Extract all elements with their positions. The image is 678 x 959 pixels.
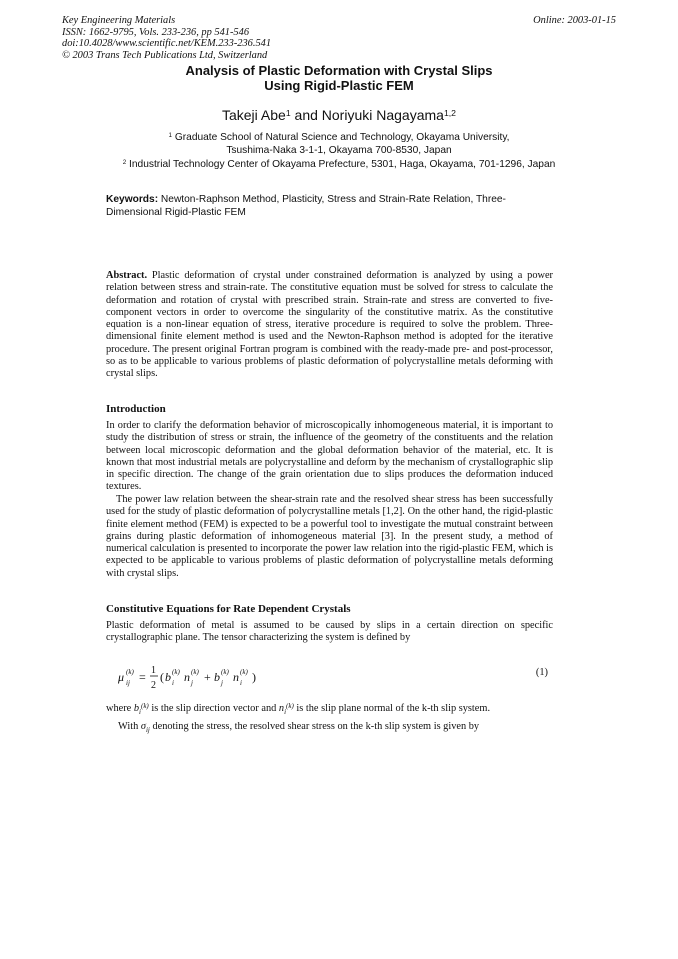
- title-line-1: Analysis of Plastic Deformation with Crystal Slips: [185, 63, 493, 78]
- affiliation-2-mark: 2: [122, 159, 127, 167]
- where-text-1: where: [106, 703, 134, 714]
- equation-1: [118, 660, 548, 694]
- svg-text:(k): (k): [240, 668, 248, 676]
- with-sentence: [118, 721, 553, 734]
- n-symbol: $n_i^{(k)}$: [278, 701, 294, 717]
- svg-text:i: i: [240, 679, 242, 687]
- where-sentence: [106, 703, 553, 716]
- issn-line: ISSN: 1662-9795, Vols. 233-236, pp 541-546: [62, 26, 250, 38]
- svg-text:2: 2: [151, 680, 156, 691]
- paper-title: [0, 63, 678, 93]
- svg-text:j: j: [221, 679, 223, 687]
- author-2: Noriyuki Nagayama: [321, 107, 444, 123]
- affiliation-1-line-2: Tsushima-Naka 3-1-1, Okayama 700-8530, Japan: [226, 145, 452, 156]
- svg-text:n: n: [233, 670, 239, 684]
- affiliation-1: [0, 131, 678, 157]
- online-date: Online: 2003-01-15: [533, 15, 616, 26]
- where-text-2: is the slip direction vector and: [148, 703, 279, 714]
- affiliation-1-mark: 1: [168, 132, 172, 140]
- abstract-paragraph: [106, 270, 553, 381]
- svg-text:(k): (k): [126, 668, 134, 676]
- abstract-text: Plastic deformation of crystal under constrained deformation is analyzed by using a power relation between stress and strain-rate. The constitutive equation must be solved for stress to calculate the deformation and rotation of crystal with prescribed strain. Strain-rate and stress are converted to five-component vectors in order to overcome the singularity of the constitutive matrix. As the constitutive equation is a non-linear equation of stress, iterative procedure is required to solve the problem. Three-dimensional finite element method is used and the Newton-Raphson method is adopted for the iterative procedure. The present original Fortran program is combined with the ready-made pre- and post-processor, so as to be applicable to various problems of plastic deformation of polycrystalline metals deforming with crystal slips.: [106, 270, 553, 380]
- journal-name: Key Engineering Materials: [62, 15, 176, 26]
- svg-text:=: =: [139, 670, 146, 684]
- svg-text:n: n: [184, 670, 190, 684]
- author-1: Takeji Abe: [221, 107, 286, 123]
- title-line-2: Using Rigid-Plastic FEM: [264, 78, 414, 93]
- affiliation-2: [0, 159, 678, 170]
- introduction-heading: Introduction: [106, 403, 166, 415]
- affiliation-2-text: Industrial Technology Center of Okayama Prefecture, 5301, Haga, Okayama, 701-1296, Japan: [126, 159, 556, 170]
- doi-line[interactable]: doi:10.4028/www.scientific.net/KEM.233-236.541: [62, 38, 272, 50]
- author-2-affil-mark: 1,2: [443, 108, 457, 119]
- keywords-label: Keywords:: [106, 194, 159, 205]
- svg-text:): ): [252, 670, 256, 684]
- author-1-affil-mark: 1: [285, 108, 291, 119]
- svg-text:j: j: [191, 679, 193, 687]
- b-symbol: $b_i^{(k)}$: [133, 701, 149, 717]
- copyright-line: © 2003 Trans Tech Publications Ltd, Switzerland: [62, 49, 268, 61]
- svg-text:b: b: [214, 670, 220, 684]
- author-conjunction: and: [290, 107, 322, 123]
- with-text-1: With: [118, 721, 141, 732]
- equation-1-number: (1): [535, 667, 548, 678]
- svg-text:(k): (k): [221, 668, 229, 676]
- svg-text:+: +: [204, 670, 211, 684]
- abstract-label: Abstract.: [106, 270, 148, 281]
- where-text-3: is the slip plane normal of the k-th slip system.: [293, 703, 491, 714]
- author-list: [0, 107, 678, 123]
- sigma-symbol: $\sigma_{ij}$: [140, 721, 150, 735]
- svg-text:b: b: [165, 670, 171, 684]
- affiliation-1-line-1: Graduate School of Natural Science and Technology, Okayama University,: [172, 132, 510, 143]
- constitutive-paragraph-1: Plastic deformation of metal is assumed to be caused by slips in a certain direction on specific crystallographic plane. The tensor characterizing the system is defined by: [106, 620, 553, 644]
- constitutive-heading: Constitutive Equations for Rate Dependent Crystals: [106, 603, 351, 615]
- introduction-paragraph-1: In order to clarify the deformation behavior of microscopically inhomogeneous material, it is important to study the distribution of stress or strain, the influence of the geometry of the constituents and the relation between local microscopic deformation and the global deformation behavior of the material, etc. It is known that most industrial metals are polycrystalline and deform by the mechanism of crystallographic slip in specific direction. The change of the grain orientation due to slips produces the deformation induced textures.: [106, 420, 553, 493]
- svg-text:ij: ij: [126, 679, 130, 687]
- journal-header: [62, 15, 362, 61]
- keywords-text: Newton-Raphson Method, Plasticity, Stress and Strain-Rate Relation, Three-Dimensional Rigid-Plastic FEM: [106, 194, 506, 218]
- equation-1-formula: [118, 660, 278, 694]
- svg-text:(k): (k): [191, 668, 199, 676]
- svg-text:μ: μ: [118, 670, 125, 684]
- svg-text:i: i: [172, 679, 174, 687]
- with-text-2: denoting the stress, the resolved shear stress on the k-th slip system is given by: [149, 721, 480, 732]
- keywords-block: [106, 193, 526, 219]
- introduction-paragraph-2: The power law relation between the shear-strain rate and the resolved shear stress has been successfully used for the study of plastic deformation of polycrystalline metals [1,2]. On the other hand, the rigid-plastic finite element method (FEM) is expected to be a powerful tool to investigate the mutual constraint between grains during plastic deformation of inhomogeneous material [3]. In the present study, a method of numerical calculation is presented to incorporate the power law relation into the rigid-plastic FEM, which is expected to be applicable to various problems of plastic deformation of polycrystalline metals deforming with crystal slips.: [106, 494, 553, 579]
- svg-text:(: (: [160, 670, 164, 684]
- svg-text:1: 1: [151, 665, 156, 676]
- svg-text:(k): (k): [172, 668, 180, 676]
